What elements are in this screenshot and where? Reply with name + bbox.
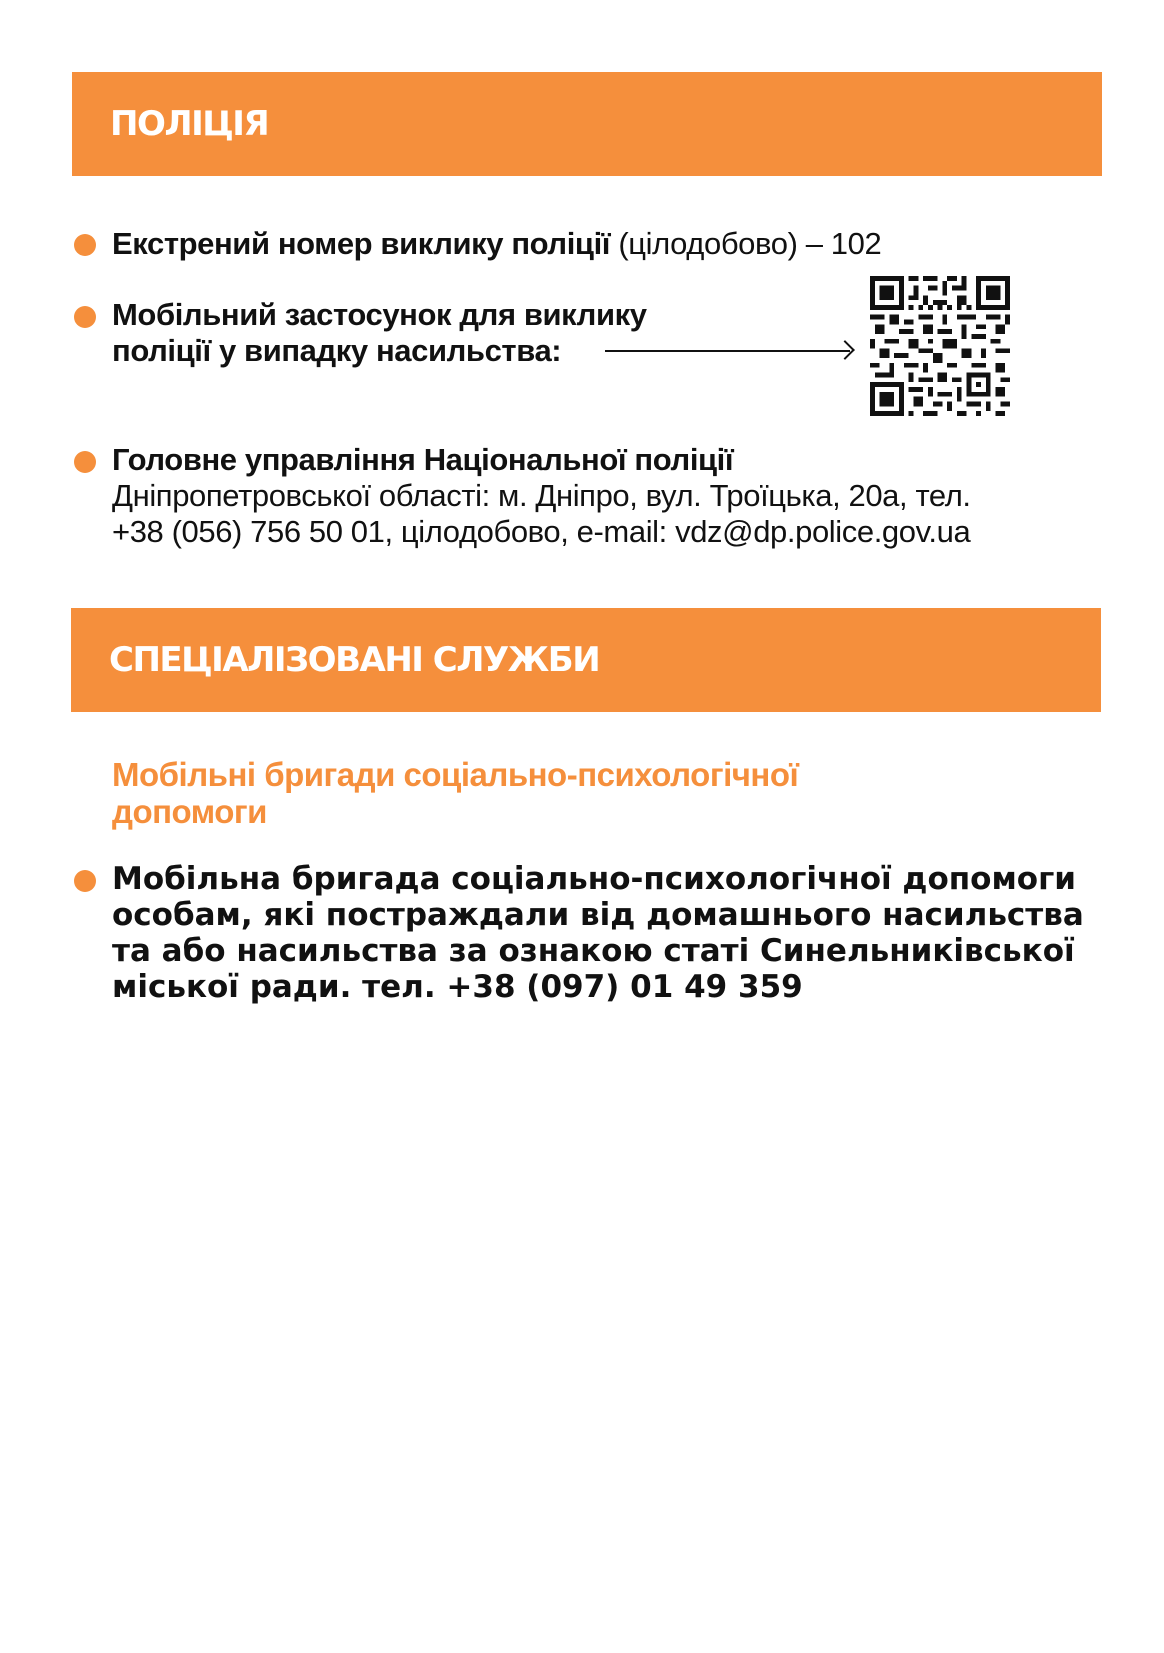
mobile-teams-subheading-1: Мобільні бригади соціально-психологічної — [112, 756, 799, 793]
mobile-team-line-3: та або насильства за ознакою статі Синельниківської — [112, 933, 1075, 969]
qr-code-icon — [870, 276, 1010, 416]
special-services-banner — [71, 608, 1101, 712]
police-hq-contacts: +38 (056) 756 50 01, цілодобово, e-mail: vdz@dp.police.gov.ua — [112, 514, 971, 549]
mobile-team-line-4: міської ради. тел. +38 (097) 01 49 359 — [112, 969, 803, 1005]
emergency-number-label: Екстрений номер виклику поліції — [112, 226, 611, 261]
bullet-dot-icon — [74, 234, 96, 256]
police-hq-title: Головне управління Національної поліції — [112, 442, 734, 477]
mobile-team-line-2: особам, які постраждали від домашнього насильства — [112, 897, 1084, 933]
police-banner — [72, 72, 1102, 176]
emergency-number-line — [112, 226, 881, 262]
police-title: ПОЛІЦІЯ — [110, 104, 269, 144]
arrow-right-icon — [605, 350, 850, 352]
bullet-dot-icon — [74, 451, 96, 473]
special-services-title: СПЕЦІАЛІЗОВАНІ СЛУЖБИ — [109, 640, 600, 680]
bullet-dot-icon — [74, 306, 96, 328]
mobile-teams-subheading-2: допомоги — [112, 793, 267, 830]
mobile-team-line-1: Мобільна бригада соціально-психологічної допомоги — [112, 861, 1077, 897]
emergency-number-value: (цілодобово) – 102 — [610, 226, 882, 261]
police-hq-address: Дніпропетровської області: м. Дніпро, вул. Троїцька, 20а, тел. — [112, 478, 971, 513]
mobile-app-line-1: Мобільний застосунок для виклику — [112, 297, 647, 332]
mobile-app-line-2: поліції у випадку насильства: — [112, 333, 562, 368]
bullet-dot-icon — [74, 870, 96, 892]
